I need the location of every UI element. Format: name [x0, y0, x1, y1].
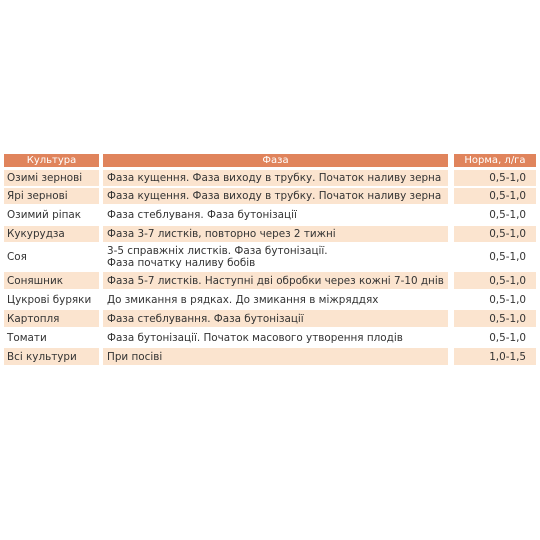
- crop-cell: Ярі зернові: [4, 188, 99, 204]
- crop-cell: Томати: [4, 329, 99, 346]
- table-row: [4, 329, 536, 346]
- phase-cell: Фаза 5-7 листків. Наступні дві обробки через кожні 7-10 днів: [103, 272, 448, 289]
- crop-cell: Цукрові буряки: [4, 291, 99, 308]
- phase-cell: До змикання в рядках. До змикання в міжряддях: [103, 291, 448, 308]
- crop-cell: Кукурудза: [4, 226, 99, 242]
- rate-cell: 0,5-1,0: [454, 206, 536, 224]
- phase-line: Фаза початку наливу бобів: [107, 257, 256, 269]
- rate-cell: 0,5-1,0: [454, 272, 536, 289]
- crop-cell: Всі культури: [4, 348, 99, 365]
- application-rate-table: [4, 154, 536, 367]
- rate-cell: 0,5-1,0: [454, 291, 536, 308]
- table-row: [4, 310, 536, 327]
- rate-cell: 0,5-1,0: [454, 329, 536, 346]
- table-row: [4, 188, 536, 204]
- phase-cell: Фаза кущення. Фаза виходу в трубку. Початок наливу зерна: [103, 170, 448, 186]
- header-rate: Норма, л/га: [454, 154, 536, 167]
- rate-cell: 0,5-1,0: [454, 310, 536, 327]
- crop-cell: Соняшник: [4, 272, 99, 289]
- rate-cell: 0,5-1,0: [454, 170, 536, 186]
- crop-cell: Соя: [4, 244, 99, 270]
- table-row: [4, 348, 536, 365]
- header-phase: Фаза: [103, 154, 448, 167]
- table-row: [4, 272, 536, 289]
- rate-cell: 0,5-1,0: [454, 226, 536, 242]
- table-row: [4, 226, 536, 242]
- table-row: [4, 206, 536, 224]
- crop-cell: Озимий ріпак: [4, 206, 99, 224]
- table-header-row: [4, 154, 536, 167]
- phase-cell: При посіві: [103, 348, 448, 365]
- header-crop: Культура: [4, 154, 99, 167]
- phase-cell: Фаза кущення. Фаза виходу в трубку. Початок наливу зерна: [103, 188, 448, 204]
- crop-cell: Картопля: [4, 310, 99, 327]
- rate-cell: 1,0-1,5: [454, 348, 536, 365]
- phase-cell: Фаза бутонізації. Початок масового утворення плодів: [103, 329, 448, 346]
- phase-cell: Фаза стеблування. Фаза бутонізації: [103, 310, 448, 327]
- table-row: [4, 244, 536, 270]
- crop-cell: Озимі зернові: [4, 170, 99, 186]
- phase-cell: [103, 244, 448, 270]
- rate-cell: 0,5-1,0: [454, 188, 536, 204]
- phase-cell: Фаза 3-7 листків, повторно через 2 тижні: [103, 226, 448, 242]
- table-row: [4, 170, 536, 186]
- phase-cell: Фаза стеблуваня. Фаза бутонізації: [103, 206, 448, 224]
- table-row: [4, 291, 536, 308]
- phase-line: 3-5 справжніх листків. Фаза бутонізації.: [107, 245, 328, 257]
- rate-cell: 0,5-1,0: [454, 244, 536, 270]
